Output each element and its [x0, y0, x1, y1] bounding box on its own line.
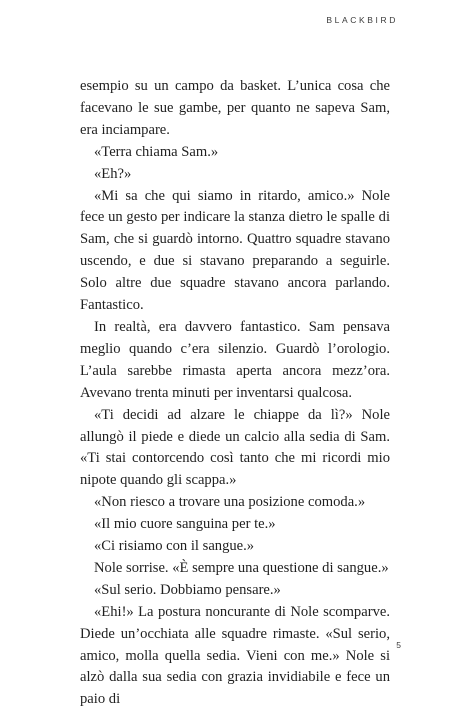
- paragraph: «Non riesco a trovare una posizione comoda.»: [94, 494, 366, 511]
- paragraph: «Sul serio. Dobbiamo pensare.»: [94, 581, 281, 598]
- body-text: [80, 76, 390, 711]
- page-number: 5: [396, 640, 401, 650]
- paragraph: «Il mio cuore sanguina per te.»: [94, 516, 276, 533]
- paragraph: «Ti decidi ad alzare le chiappe da lì?» Nole allungò il piede e diede un calcio alla sedia di Sam. «Ti stai contorcendo così tanto che mi ricordi mio nipote quando gli scappa.»: [80, 406, 390, 489]
- paragraph: «Ci risiamo con il sangue.»: [94, 538, 255, 555]
- running-header: BLACKBIRD: [326, 15, 398, 25]
- paragraph: «Mi sa che qui siamo in ritardo, amico.» Nole fece un gesto per indicare la stanza dietro le spalle di Sam, che si guardò intorno. Quattro squadre stavano uscendo, e due si stavano preparando a seguirle. Solo altre due squadre stavano ancora parlando. Fantastico.: [80, 187, 390, 314]
- paragraph: esempio su un campo da basket. L’unica cosa che facevano le sue gambe, per quanto ne sapeva Sam, era inciampare.: [80, 78, 390, 138]
- paragraph: «Eh?»: [94, 165, 132, 182]
- paragraph: In realtà, era davvero fantastico. Sam pensava meglio quando c’era silenzio. Guardò l’orologio. L’aula sarebbe rimasta aperta ancora mezz’ora. Avevano trenta minuti per inventarsi qualcosa.: [80, 318, 390, 401]
- paragraph: Nole sorrise. «È sempre una questione di sangue.»: [94, 559, 389, 576]
- paragraph: «Terra chiama Sam.»: [94, 143, 219, 160]
- paragraph: «Ehi!» La postura noncurante di Nole scomparve. Diede un’occhiata alle squadre rimaste. «Sul serio, amico, molla quella sedia. Vieni con me.» Nole si alzò dalla sua sedia con grazia invidiabile e fece un paio di: [80, 603, 390, 708]
